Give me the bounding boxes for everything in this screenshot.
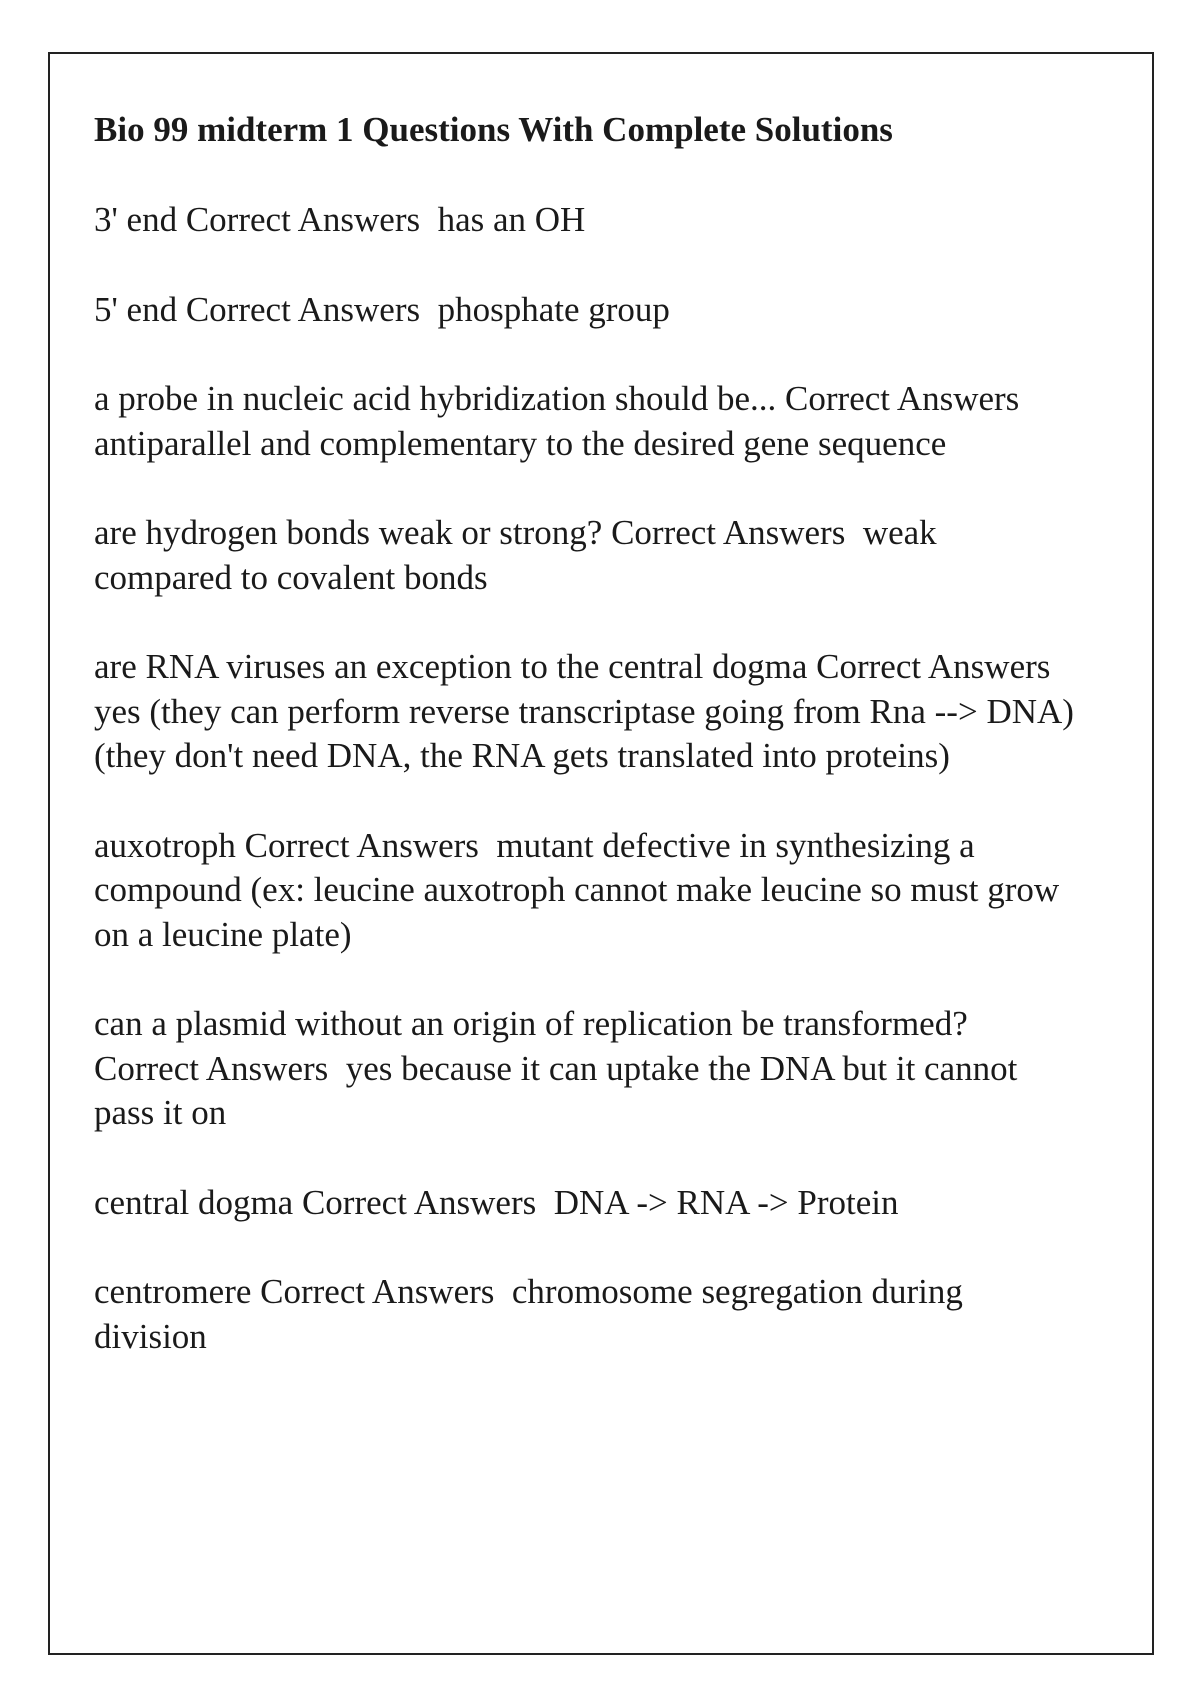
qa-item-5-prime-end bbox=[94, 288, 1074, 333]
qa-text: central dogma Correct Answers DNA -> RNA -> Protein bbox=[94, 1182, 899, 1222]
qa-text: auxotroph Correct Answers mutant defective in synthesizing a compound (ex: leucine auxotroph cannot make leucine so must grow on a leucine plate) bbox=[94, 825, 1068, 954]
qa-item-hydrogen-bonds bbox=[94, 511, 1074, 600]
qa-item-probe bbox=[94, 377, 1074, 466]
qa-text: can a plasmid without an origin of replication be transformed? Correct Answers yes because it can uptake the DNA but it cannot pass it on bbox=[94, 1004, 1027, 1132]
qa-text: a probe in nucleic acid hybridization should be... Correct Answers antiparallel and complementary to the desired gene sequence bbox=[94, 379, 1037, 463]
qa-item-centromere bbox=[94, 1270, 1074, 1359]
qa-item-central-dogma bbox=[94, 1181, 1074, 1226]
qa-item-rna-viruses bbox=[94, 645, 1083, 779]
qa-text: centromere Correct Answers chromosome segregation during division bbox=[94, 1272, 972, 1356]
qa-text: 3' end Correct Answers has an OH bbox=[94, 200, 586, 239]
qa-text: 5' end Correct Answers phosphate group bbox=[94, 289, 670, 329]
qa-text: are RNA viruses an exception to the central dogma Correct Answers yes (they can perform reverse transcriptase going from Rna --> DNA) (they don't need DNA, the RNA gets translated into proteins) bbox=[94, 647, 1083, 775]
document-title: Bio 99 midterm 1 Questions With Complete Solutions bbox=[94, 110, 893, 149]
qa-text: are hydrogen bonds weak or strong? Correct Answers weak compared to covalent bonds bbox=[94, 513, 946, 597]
document-body bbox=[94, 108, 1083, 1404]
qa-item-plasmid bbox=[94, 1002, 1074, 1136]
qa-item-auxotroph bbox=[94, 824, 1074, 958]
qa-item-3-prime-end bbox=[94, 198, 1074, 243]
